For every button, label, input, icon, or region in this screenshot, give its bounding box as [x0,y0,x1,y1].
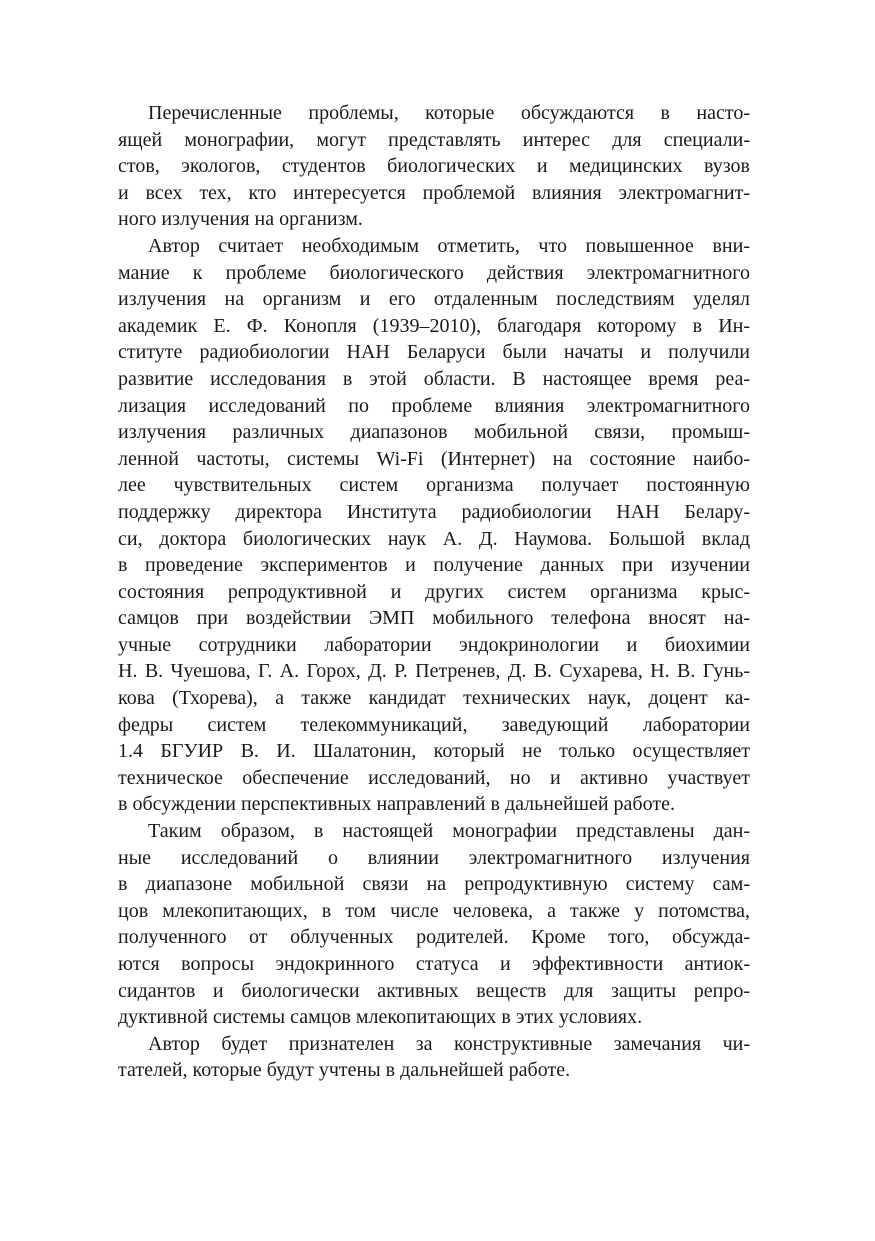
text-line: излучения различных диапазонов мобильной связи, промыш- [118,421,750,444]
paragraph-4 [118,1031,750,1084]
text-line: стов, экологов, студентов биологических и медицинских вузов [118,155,750,178]
paragraph-3 [118,818,750,1031]
text-line: техническое обеспечение исследований, но и активно участвует [118,766,750,789]
text-line: учные сотрудники лаборатории эндокринологии и биохимии [118,633,750,656]
text-line: Н. В. Чуешова, Г. А. Горох, Д. Р. Петренев, Д. В. Сухарева, Н. В. Гунь- [118,660,750,683]
text-line: в диапазоне мобильной связи на репродуктивную систему сам- [118,873,750,896]
text-line: ются вопросы эндокринного статуса и эффективности антиок- [118,953,750,975]
text-line: лее чувствительных систем организма получает постоянную [118,474,750,497]
text-line: Автор считает необходимым отметить, что повышенное вни- [148,234,750,257]
text-line: цов млекопитающих, в том числе человека, а также у потомства, [118,899,750,922]
text-line: Перечисленные проблемы, которые обсуждаются в насто- [148,102,750,124]
text-line: федры систем телекоммуникаций, заведующий лаборатории [118,713,750,736]
text-line: дуктивной системы самцов млекопитающих в этих условиях. [118,1006,643,1029]
text-line: мание к проблеме биологического действия электромагнитного [118,261,750,284]
paragraph-2 [118,233,750,818]
text-line: излучения на организм и его отдаленным последствиям уделял [118,288,750,311]
text-line: Автор будет признателен за конструктивные замечания чи- [148,1032,750,1055]
text-line: полученного от облученных родителей. Кроме того, обсужда- [118,926,750,949]
text-line: ящей монографии, могут представлять интерес для специали- [118,128,750,151]
text-line: ные исследований о влиянии электромагнитного излучения [118,846,750,869]
text-line: развитие исследования в этой области. В настоящее время реа- [118,367,750,390]
text-line: самцов при воздействии ЭМП мобильного телефона вносят на- [118,607,750,630]
text-line: академик Е. Ф. Конопля (1939–2010), благодаря которому в Ин- [118,314,750,337]
body-text [118,100,750,1084]
paragraph-1 [118,100,750,233]
text-line: ленной частоты, системы Wi-Fi (Интернет) на состояние наибо- [118,447,750,470]
text-line: в обсуждении перспективных направлений в дальнейшей работе. [118,793,675,816]
text-line: ституте радиобиологии НАН Беларуси были начаты и получили [118,341,750,364]
text-line: ного излучения на организм. [118,208,363,231]
text-line: лизация исследований по проблеме влияния электромагнитного [118,394,750,417]
text-line: состояния репродуктивной и других систем организма крыс- [118,580,750,603]
text-line: поддержку директора Института радиобиологии НАН Белару- [118,500,750,523]
text-line: си, доктора биологических наук А. Д. Наумова. Большой вклад [118,527,750,550]
text-line: кова (Тхорева), а также кандидат технических наук, доцент ка- [118,687,750,710]
text-line: Таким образом, в настоящей монографии представлены дан- [148,820,750,843]
text-line: 1.4 БГУИР В. И. Шалатонин, который не только осуществляет [118,740,750,763]
text-line: в проведение экспериментов и получение данных при изучении [118,554,750,577]
text-line: и всех тех, кто интересуется проблемой влияния электромагнит- [118,181,750,204]
text-line: тателей, которые будут учтены в дальнейшей работе. [118,1059,571,1082]
text-line: сидантов и биологически активных веществ для защиты репро- [118,979,750,1002]
